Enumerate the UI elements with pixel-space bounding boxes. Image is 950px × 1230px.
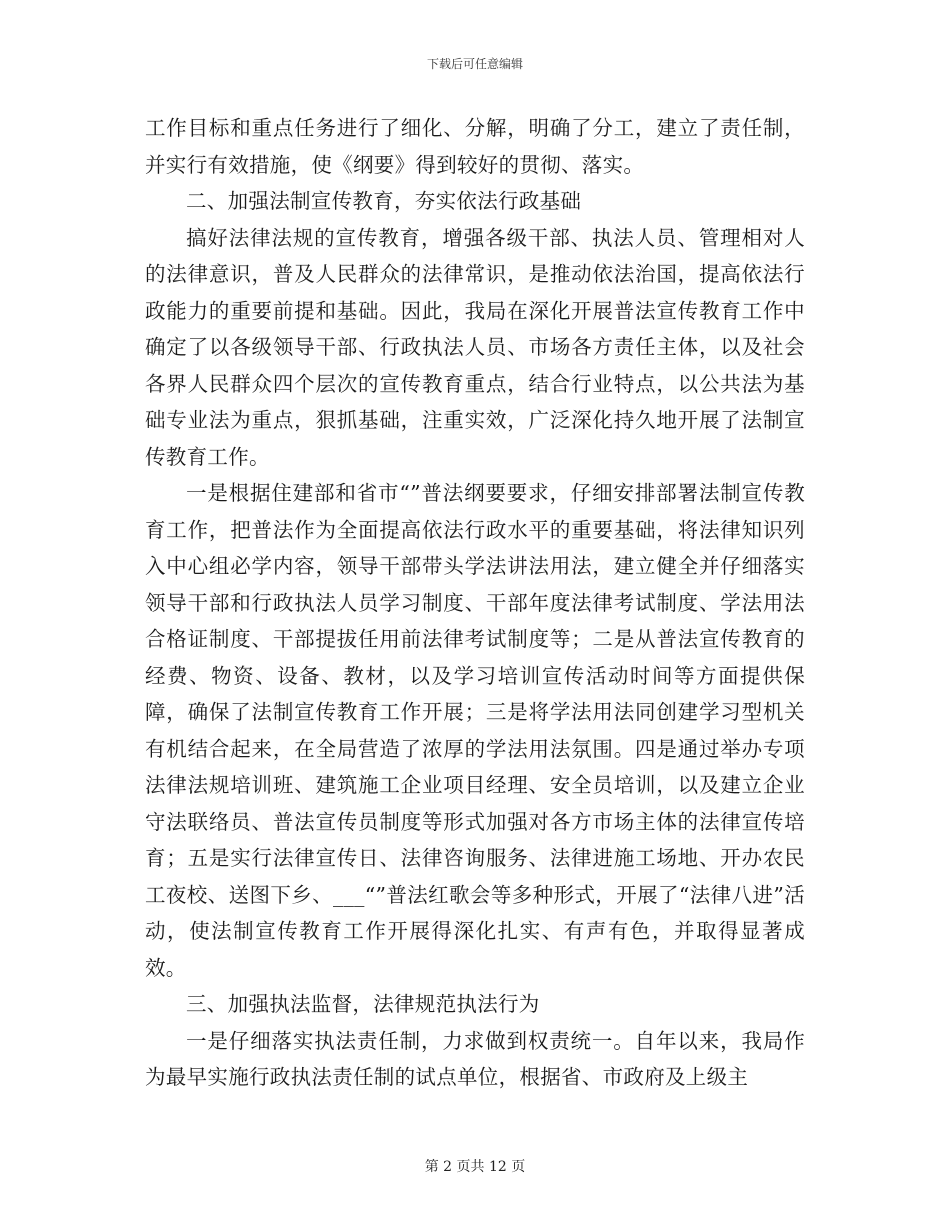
document-body bbox=[145, 110, 805, 1096]
paragraph-responsibility: 一是仔细落实执法责任制，力求做到权责统一。自年以来，我局作为最早实施行政执法责任制的试点单位，根据省、市政府及上级主 bbox=[145, 1028, 805, 1089]
page-number: 第 2 页共 12 页 bbox=[424, 1159, 526, 1175]
section-heading-2: 二、加强法制宣传教育，夯实依法行政基础 bbox=[186, 189, 582, 213]
paragraph-measures: 一是根据住建部和省市“”普法纲要要求，仔细安排部署法制宣传教育工作，把普法作为全面提高依法行政水平的重要基础，将法律知识列入中心组必学内容，领导干部带头学法讲法用法，建立健全并仔细落实领导干部和行政执法人员学习制度、干部年度法律考试制度、学法用法合格证制度、干部提拔任用前法律考试制度等；二是从普法宣传教育的经费、物资、设备、教材，以及学习培训宣传活动时间等方面提供保障，确保了法制宣传教育工作开展；三是将学法用法同创建学习型机关有机结合起来，在全局营造了浓厚的学法用法氛围。四是通过举办专项法律法规培训班、建筑施工企业项目经理、安全员培训，以及建立企业守法联络员、普法宣传员制度等形式加强对各方市场主体的法律宣传培育；五是实行法律宣传日、法律咨询服务、法律进施工场地、开办农民工夜校、送图下乡、___“”普法红歌会等多种形式，开展了“法律八进”活动，使法制宣传教育工作开展得深化扎实、有声有色，并取得显著成效。 bbox=[145, 481, 805, 980]
header-note: 下载后可任意编辑 bbox=[426, 57, 523, 71]
paragraph-continuation: 工作目标和重点任务进行了细化、分解，明确了分工，建立了责任制，并实行有效措施，使《纲要》得到较好的贯彻、落实。 bbox=[145, 116, 805, 177]
section-heading-3: 三、加强执法监督，法律规范执法行为 bbox=[186, 992, 540, 1016]
paragraph-intro: 搞好法律法规的宣传教育，增强各级干部、执法人员、管理相对人的法律意识，普及人民群众的法律常识，是推动依法治国，提高依法行政能力的重要前提和基础。因此，我局在深化开展普法宣传教育工作中确定了以各级领导干部、行政执法人员、市场各方责任主体，以及社会各界人民群众四个层次的宣传教育重点，结合行业特点，以公共法为基础专业法为重点，狠抓基础，注重实效，广泛深化持久地开展了法制宣传教育工作。 bbox=[145, 225, 805, 469]
